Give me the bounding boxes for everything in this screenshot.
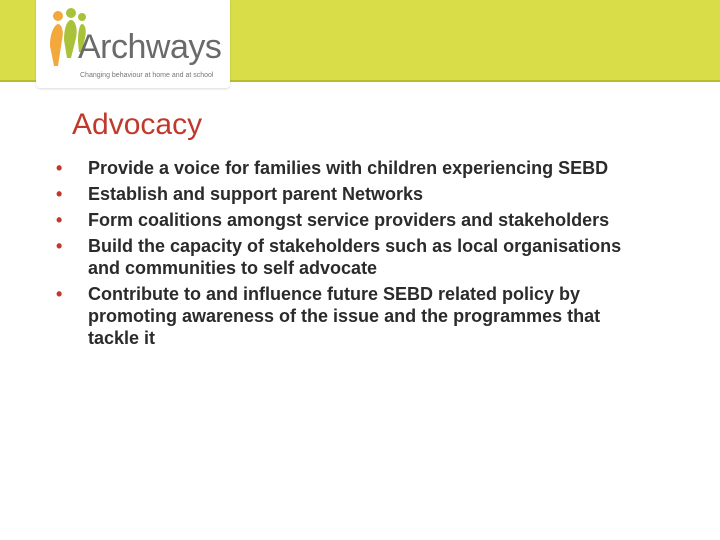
bullet-item [56,235,656,279]
bullet-item [56,157,656,179]
bullet-text: Build the capacity of stakeholders such as local organisations and communities to self advocate [88,236,622,278]
bullet-text: Establish and support parent Networks [88,184,424,204]
logo-tagline: Changing behaviour at home and at school [80,72,214,79]
bullet-marker: • [56,284,63,304]
logo-wordmark: Archways [78,28,222,66]
bullet-marker: • [56,210,63,230]
bullet-text: Form coalitions amongst service providers and stakeholders [88,210,610,230]
bullet-item [56,209,656,231]
bullet-text: Provide a voice for families with children experiencing SEBD [88,158,609,178]
logo [36,0,230,88]
bullet-marker: • [56,184,63,204]
bullet-item [56,283,656,349]
bullet-item [56,183,656,205]
slide-title: Advocacy [72,108,203,141]
bullet-list [56,157,656,353]
bullet-text: Contribute to and influence future SEBD related policy by promoting awareness of the issue and the programmes that tackle it [88,284,601,348]
bullet-marker: • [56,236,63,256]
bullet-marker: • [56,158,63,178]
